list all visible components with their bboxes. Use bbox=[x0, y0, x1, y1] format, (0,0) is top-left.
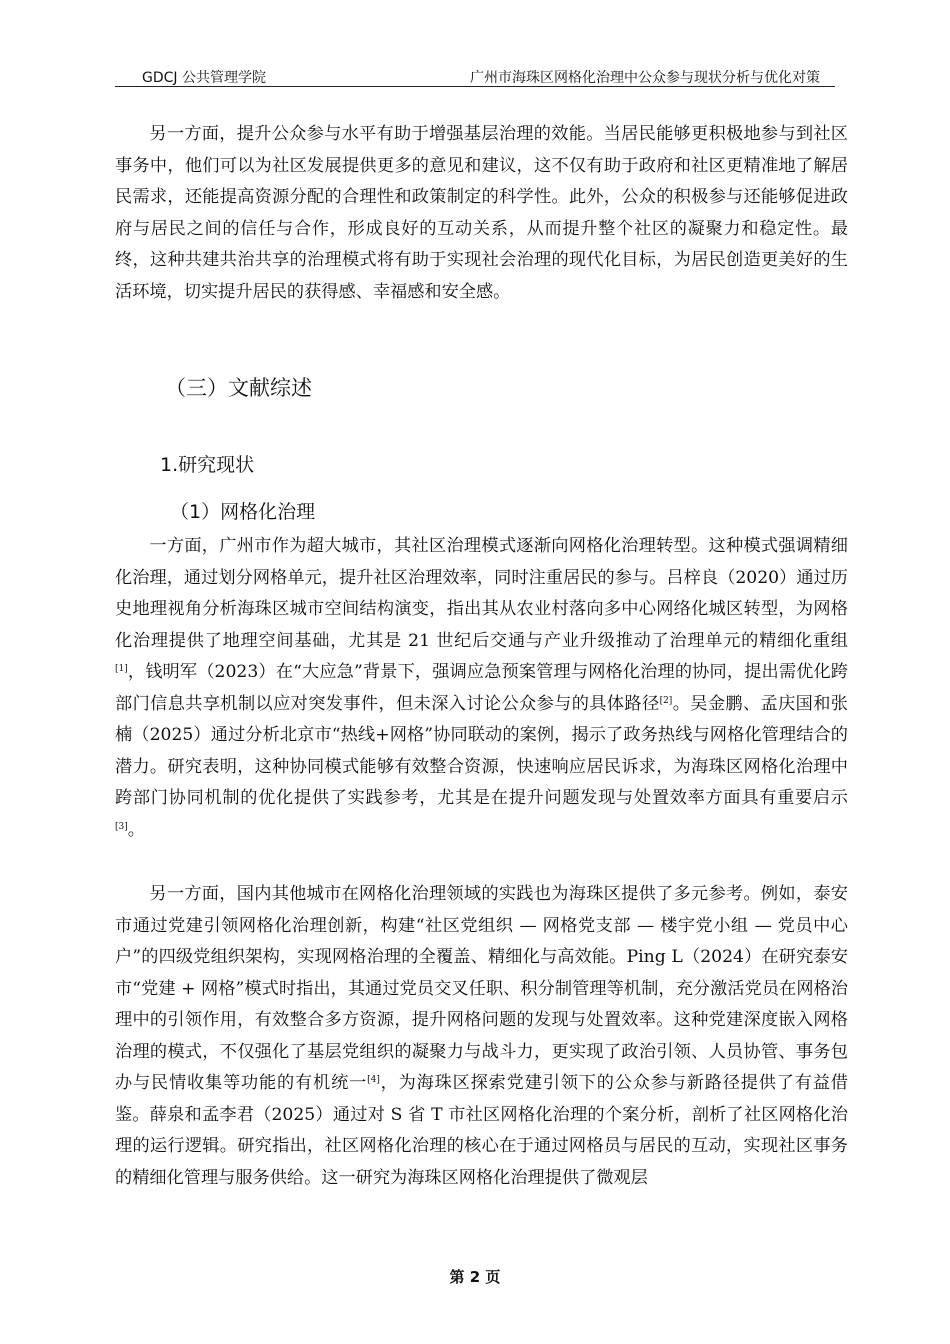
paragraph-2 bbox=[115, 531, 848, 846]
citation-4: [4] bbox=[367, 1075, 380, 1085]
paragraph-3-part-b: ，为海珠区探索党建引领下的公众参与新路径提供了有益借鉴。薛泉和孟李君（2025）通过对 S 省 T 市社区网格化治理的个案分析，剖析了社区网格化治理的运行逻辑。研究指出，社区网格化治理的核心在于通过网格员与居民的互动，实现社区事务的精细化管理与服务供给。这一研究为海珠区网格化治理提供了微观层 bbox=[115, 1073, 848, 1188]
paragraph-2-part-d: 。 bbox=[127, 819, 145, 840]
paragraph-2-part-b: ，钱明军（2023）在“大应急”背景下，强调应急预案管理与网格化治理的协同，提出需优化跨部门信息共享机制以应对突发事件，但未深入讨论公众参与的具体路径 bbox=[115, 662, 848, 714]
paragraph-2-part-c: 。吴金鹏、孟庆国和张楠（2025）通过分析北京市“热线+网格”协同联动的案例，揭示了政务热线与网格化管理结合的潜力。研究表明，这种协同模式能够有效整合资源，快速响应居民诉求，为海珠区网格化治理中跨部门协同机制的优化提供了实践参考，尤其是在提升问题发现与处置效率方面具有重要启示 bbox=[115, 693, 848, 808]
header-right-title: 广州市海珠区网格化治理中公众参与现状分析与优化对策 bbox=[470, 70, 820, 86]
citation-3: [3] bbox=[115, 821, 128, 832]
citation-1: [1] bbox=[115, 664, 128, 674]
paragraph-2-part-a: 一方面，广州市作为超大城市，其社区治理模式逐渐向网格化治理转型。这种模式强调精细化治理，通过划分网格单元，提升社区治理效率，同时注重居民的参与。吕梓良（2020）通过历史地理视角分析海珠区城市空间结构演变，指出其从农业村落向多中心网络化城区转型，为网格化治理提供了地理空间基础，尤其是 21 世纪后交通与产业升级推动了治理单元的精细化重组 bbox=[115, 536, 848, 651]
paragraph-3 bbox=[115, 879, 848, 1194]
header-left-text: GDCJ 公共管理学院 bbox=[142, 70, 266, 86]
paragraph-3-part-a: 另一方面，国内其他城市在网格化治理领域的实践也为海珠区提供了多元参考。例如，泰安市通过党建引领网格化治理创新，构建“社区党组织 — 网格党支部 — 楼宇党小组 — 党员中心户”的四级党组织架构，实现网格治理的全覆盖、精细化与高效能。Ping L（2024）在研究泰安市“党建 + 网格”模式时指出，其通过党员交叉任职、积分制管理等机制，充分激活党员在网格治理中的引领作用，有效整合多方资源，提升网格问题的发现与处置效率。这种党建深度嵌入网格治理的模式，不仅强化了基层党组织的凝聚力与战斗力，更实现了政治引领、人员协管、事务包办与民情收集等功能的有机统一 bbox=[115, 884, 848, 1093]
section-heading: （三）文献综述 bbox=[165, 376, 312, 400]
paragraph-1: 另一方面，提升公众参与水平有助于增强基层治理的效能。当居民能够更积极地参与到社区事务中，他们可以为社区发展提供更多的意见和建议，这不仅有助于政府和社区更精准地了解居民需求，还能提高资源分配的合理性和政策制定的科学性。此外，公众的积极参与还能够促进政府与居民之间的信任与合作，形成良好的互动关系，从而提升整个社区的凝聚力和稳定性。最终，这种共建共治共享的治理模式将有助于实现社会治理的现代化目标，为居民创造更美好的生活环境，切实提升居民的获得感、幸福感和安全感。 bbox=[115, 124, 848, 302]
citation-2: [2] bbox=[659, 695, 673, 706]
sub-heading: 1.研究现状 bbox=[160, 454, 255, 476]
header-divider bbox=[115, 86, 835, 87]
page-number: 第 2 页 bbox=[449, 1268, 501, 1286]
subsub-heading: （1）网格化治理 bbox=[170, 501, 316, 523]
